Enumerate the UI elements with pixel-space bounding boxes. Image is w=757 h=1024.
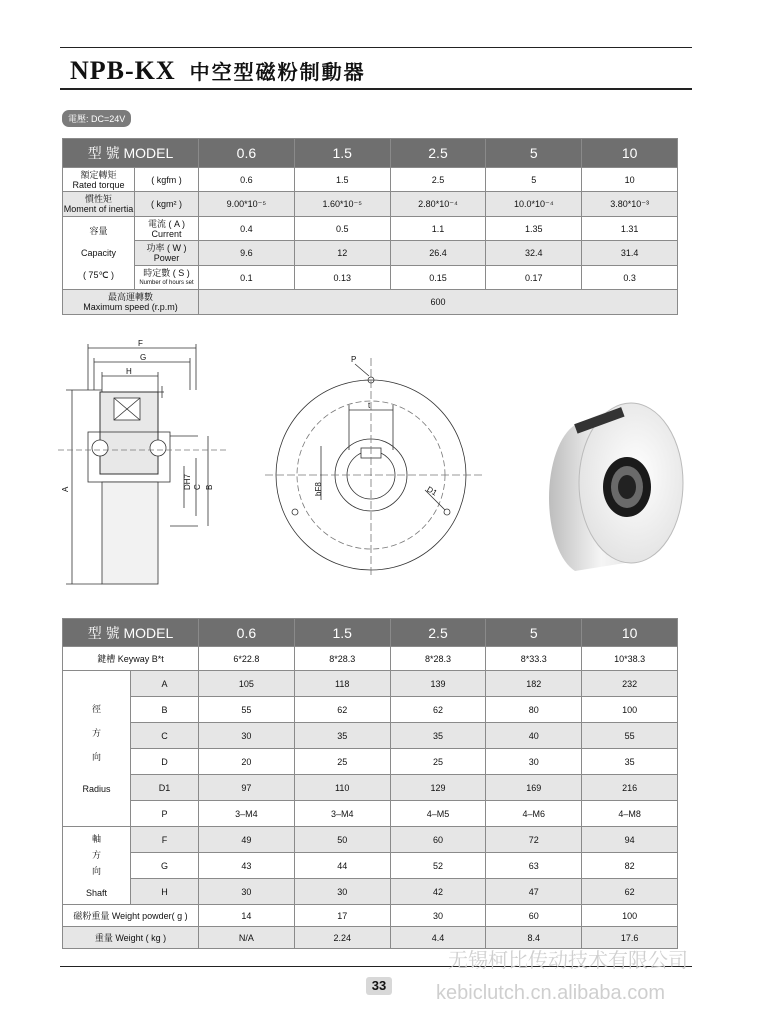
cell: 25 [390, 749, 486, 775]
cell: 4–M8 [582, 801, 678, 827]
model-col: 5 [486, 619, 582, 647]
cell: 31.4 [582, 241, 678, 266]
model-col: 5 [486, 139, 582, 168]
unit-label: ( kgfm ) [135, 168, 199, 192]
table-row [63, 647, 678, 671]
model-col: 1.5 [294, 619, 390, 647]
cell: 80 [486, 697, 582, 723]
model-col: 10 [582, 619, 678, 647]
dim-label-A: A [61, 486, 70, 492]
cell: 12 [294, 241, 390, 266]
dim-key: F [131, 827, 199, 853]
spec-table-dimensions [62, 618, 678, 949]
row-label: 最高運轉數 Maximum speed (r.p.m) [63, 290, 199, 315]
cell: 182 [486, 671, 582, 697]
cell: 232 [582, 671, 678, 697]
model-col: 0.6 [199, 139, 295, 168]
cell: 63 [486, 853, 582, 879]
table-row [63, 827, 678, 853]
cell: 10.0*10⁻⁴ [486, 192, 582, 217]
dim-label-t: t [368, 401, 371, 410]
row-label: 慣性矩 Moment of inertia [63, 192, 135, 217]
cell: 40 [486, 723, 582, 749]
unit-label: ( kgm² ) [135, 192, 199, 217]
page-number: 33 [366, 977, 392, 995]
model-code: NPB-KX [70, 56, 176, 85]
product-photo [535, 395, 695, 575]
dim-label-H: H [126, 367, 132, 376]
cell: 8*28.3 [390, 647, 486, 671]
row-label: 重量 Weight ( kg ) [63, 927, 199, 949]
cell: 0.15 [390, 266, 486, 290]
model-col: 1.5 [294, 139, 390, 168]
row-label: 鍵槽 Keyway B*t [63, 647, 199, 671]
table-row [63, 290, 678, 315]
cell: 4–M6 [486, 801, 582, 827]
cell: 1.31 [582, 217, 678, 241]
table-row [63, 749, 678, 775]
product-name-cn: 中空型磁粉制動器 [189, 60, 366, 84]
table-row [63, 241, 678, 266]
dim-label-G: G [140, 353, 147, 362]
cell: 0.1 [199, 266, 295, 290]
cell: 26.4 [390, 241, 486, 266]
cell: 0.5 [294, 217, 390, 241]
cell: 60 [486, 905, 582, 927]
cell: 5 [486, 168, 582, 192]
cell: 118 [294, 671, 390, 697]
dim-key: C [131, 723, 199, 749]
cell: 2.5 [390, 168, 486, 192]
dim-key: H [131, 879, 199, 905]
cell: 3–M4 [294, 801, 390, 827]
unit-label: 時定數 ( S ) Number of hours set [135, 266, 199, 290]
cell: 2.24 [294, 927, 390, 949]
table-row [63, 853, 678, 879]
cell: 8.4 [486, 927, 582, 949]
cell: 8*28.3 [294, 647, 390, 671]
dim-key: P [131, 801, 199, 827]
row-label: 額定轉矩 Rated torque [63, 168, 135, 192]
cell: 30 [390, 905, 486, 927]
cell: 105 [199, 671, 295, 697]
cell: 62 [582, 879, 678, 905]
cell: 43 [199, 853, 295, 879]
dim-label-D1: D1 [425, 484, 439, 498]
table-row [63, 801, 678, 827]
cell: 3–M4 [199, 801, 295, 827]
cell: 1.5 [294, 168, 390, 192]
radius-group-label: 徑 方 向 Radius [63, 671, 131, 827]
watermark-company: 无锡柯比传动技术有限公司 [448, 950, 688, 972]
dim-label-B: B [205, 484, 214, 490]
table-row [63, 723, 678, 749]
table-row [63, 775, 678, 801]
cell: 20 [199, 749, 295, 775]
cell: 30 [486, 749, 582, 775]
cell: 30 [294, 879, 390, 905]
cell: 1.35 [486, 217, 582, 241]
cell: 97 [199, 775, 295, 801]
cell: 2.80*10⁻⁴ [390, 192, 486, 217]
cell: 216 [582, 775, 678, 801]
section-drawing [58, 340, 228, 590]
cell: 30 [199, 879, 295, 905]
dim-key: D [131, 749, 199, 775]
cell: 94 [582, 827, 678, 853]
cell: 49 [199, 827, 295, 853]
cell: 52 [390, 853, 486, 879]
table-row [63, 192, 678, 217]
cell: 55 [199, 697, 295, 723]
spec-table-electrical [62, 138, 678, 315]
cell: 110 [294, 775, 390, 801]
watermark-url: kebiclutch.cn.alibaba.com [436, 982, 666, 1004]
capacity-label: 容量 Capacity ( 75℃ ) [63, 217, 135, 290]
cell: 60 [390, 827, 486, 853]
cell: 42 [390, 879, 486, 905]
cell: 0.6 [199, 168, 295, 192]
cell: 3.80*10⁻³ [582, 192, 678, 217]
cell: 139 [390, 671, 486, 697]
dim-label-DH7: DH7 [183, 473, 192, 490]
cell: 30 [199, 723, 295, 749]
cell: 8*33.3 [486, 647, 582, 671]
cell: 35 [582, 749, 678, 775]
dim-label-F: F [138, 340, 143, 348]
cell: 32.4 [486, 241, 582, 266]
cell: 600 [199, 290, 678, 315]
row-label: 磁粉重量 Weight powder( g ) [63, 905, 199, 927]
table-row [63, 697, 678, 723]
cell: 100 [582, 905, 678, 927]
cell: 0.3 [582, 266, 678, 290]
unit-label: 電流 ( A ) Current [135, 217, 199, 241]
cell: 47 [486, 879, 582, 905]
table-row [63, 879, 678, 905]
cell: 10*38.3 [582, 647, 678, 671]
model-col: 2.5 [390, 619, 486, 647]
dim-key: G [131, 853, 199, 879]
model-header: 型 號 MODEL [63, 619, 199, 647]
cell: 9.6 [199, 241, 295, 266]
cell: 0.13 [294, 266, 390, 290]
page-title [70, 56, 366, 86]
model-col: 10 [582, 139, 678, 168]
dim-label-bF8: bF8 [314, 482, 323, 496]
cell: 17 [294, 905, 390, 927]
cell: 62 [390, 697, 486, 723]
table-row [63, 217, 678, 241]
model-col: 2.5 [390, 139, 486, 168]
cell: 100 [582, 697, 678, 723]
cell: 50 [294, 827, 390, 853]
cell: 0.4 [199, 217, 295, 241]
cell: 55 [582, 723, 678, 749]
dim-key: A [131, 671, 199, 697]
cell: 82 [582, 853, 678, 879]
table-row [63, 671, 678, 697]
dim-label-C: C [193, 484, 202, 490]
model-header: 型 號 MODEL [63, 139, 199, 168]
cell: 44 [294, 853, 390, 879]
cell: 17.6 [582, 927, 678, 949]
top-rule [60, 47, 692, 48]
cell: 72 [486, 827, 582, 853]
dim-key: B [131, 697, 199, 723]
cell: 169 [486, 775, 582, 801]
cell: 9.00*10⁻⁵ [199, 192, 295, 217]
unit-label: 功率 ( W ) Power [135, 241, 199, 266]
model-col: 0.6 [199, 619, 295, 647]
cell: 1.60*10⁻⁵ [294, 192, 390, 217]
cell: 0.17 [486, 266, 582, 290]
cell: 14 [199, 905, 295, 927]
cell: 4.4 [390, 927, 486, 949]
cell: 4–M5 [390, 801, 486, 827]
cell: 1.1 [390, 217, 486, 241]
cell: 62 [294, 697, 390, 723]
table-row [63, 905, 678, 927]
cell: 6*22.8 [199, 647, 295, 671]
cell: N/A [199, 927, 295, 949]
cell: 35 [390, 723, 486, 749]
front-view-drawing [265, 350, 485, 580]
dim-label-P: P [351, 355, 357, 364]
cell: 25 [294, 749, 390, 775]
table-row [63, 168, 678, 192]
cell: 129 [390, 775, 486, 801]
dim-key: D1 [131, 775, 199, 801]
title-rule [60, 88, 692, 90]
voltage-badge: 電壓: DC=24V [62, 110, 131, 127]
shaft-group-label: 軸 方 向 Shaft [63, 827, 131, 905]
cell: 10 [582, 168, 678, 192]
table-row [63, 266, 678, 290]
cell: 35 [294, 723, 390, 749]
